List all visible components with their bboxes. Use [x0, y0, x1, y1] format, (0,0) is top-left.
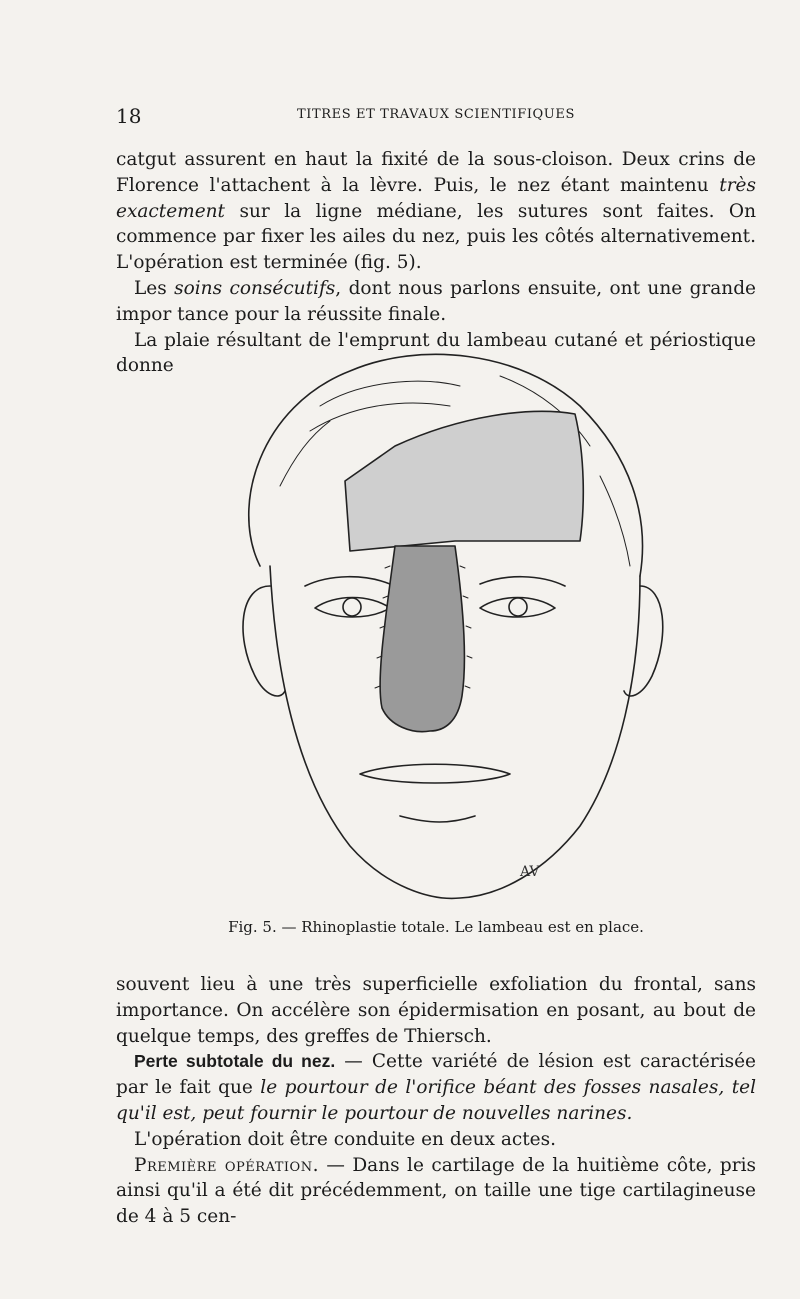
- emphasis: très exactement: [116, 174, 756, 222]
- text-span: sur la ligne médiane, les sutures sont faites. On commence par fixer les ailes du nez, puis les côtés alternativement. L'opération est terminée (fig. 5).: [116, 200, 756, 274]
- paragraph: [116, 276, 756, 328]
- section-heading: Perte subtotale du nez.: [134, 1051, 336, 1072]
- paragraph: [116, 1153, 756, 1230]
- paragraph: souvent lieu à une très superficielle exfoliation du frontal, sans importance. On accélère son épidermisation en posant, au bout de quelque temps, des greffes de Thiersch.: [116, 974, 756, 1047]
- face-drawing: [200, 336, 670, 916]
- monogram: AV: [520, 864, 540, 880]
- nose-flap: [380, 546, 464, 732]
- text-span: , dont nous parlons ensuite, ont une grande impor tance pour la réussite finale.: [116, 277, 756, 325]
- page-header: [116, 104, 756, 132]
- body-text-bottom: [116, 972, 756, 1230]
- section-heading: Première opération.: [134, 1154, 319, 1176]
- paragraph: La plaie résultant de l'emprunt du lambeau cutané et périostique donne: [116, 329, 756, 377]
- page-number: 18: [116, 104, 142, 128]
- running-title: TITRES ET TRAVAUX SCIENTIFIQUES: [297, 107, 575, 122]
- paragraph: [116, 1049, 756, 1126]
- emphasis: le pourtour de l'orifice béant des fosses nasales, tel qu'il est, peut fournir le pourtour de nouvelles narines.: [116, 1077, 756, 1124]
- right-ear: [624, 586, 663, 696]
- donor-area: [345, 411, 583, 551]
- mouth: [360, 764, 510, 783]
- left-pupil: [343, 598, 361, 616]
- left-ear: [243, 586, 285, 696]
- right-eyebrow: [480, 577, 565, 586]
- emphasis: soins consécutifs: [174, 277, 336, 299]
- figure-illustration: [200, 336, 670, 916]
- paragraph: [116, 147, 756, 276]
- paragraph: L'opération doit être conduite en deux actes.: [134, 1128, 556, 1150]
- chin-line: [400, 816, 475, 822]
- figure-caption: Fig. 5. — Rhinoplastie totale. Le lambeau est en place.: [228, 918, 644, 936]
- right-eye: [480, 598, 555, 618]
- text-span: — Dans le cartilage de la huitième côte, pris ainsi qu'il a été dit précédemment, on taille une tige cartilagineuse de 4 à 5 cen-: [116, 1154, 756, 1228]
- text-span: catgut assurent en haut la fixité de la sous-cloison. Deux crins de Florence l'attachent à la lèvre. Puis, le nez étant maintenu: [116, 149, 756, 196]
- right-pupil: [509, 598, 527, 616]
- left-eye: [315, 598, 390, 618]
- left-eyebrow: [305, 577, 390, 586]
- text-span: — Cette variété de lésion est caractérisée par le fait que: [116, 1051, 757, 1099]
- text-span: Les: [134, 277, 175, 299]
